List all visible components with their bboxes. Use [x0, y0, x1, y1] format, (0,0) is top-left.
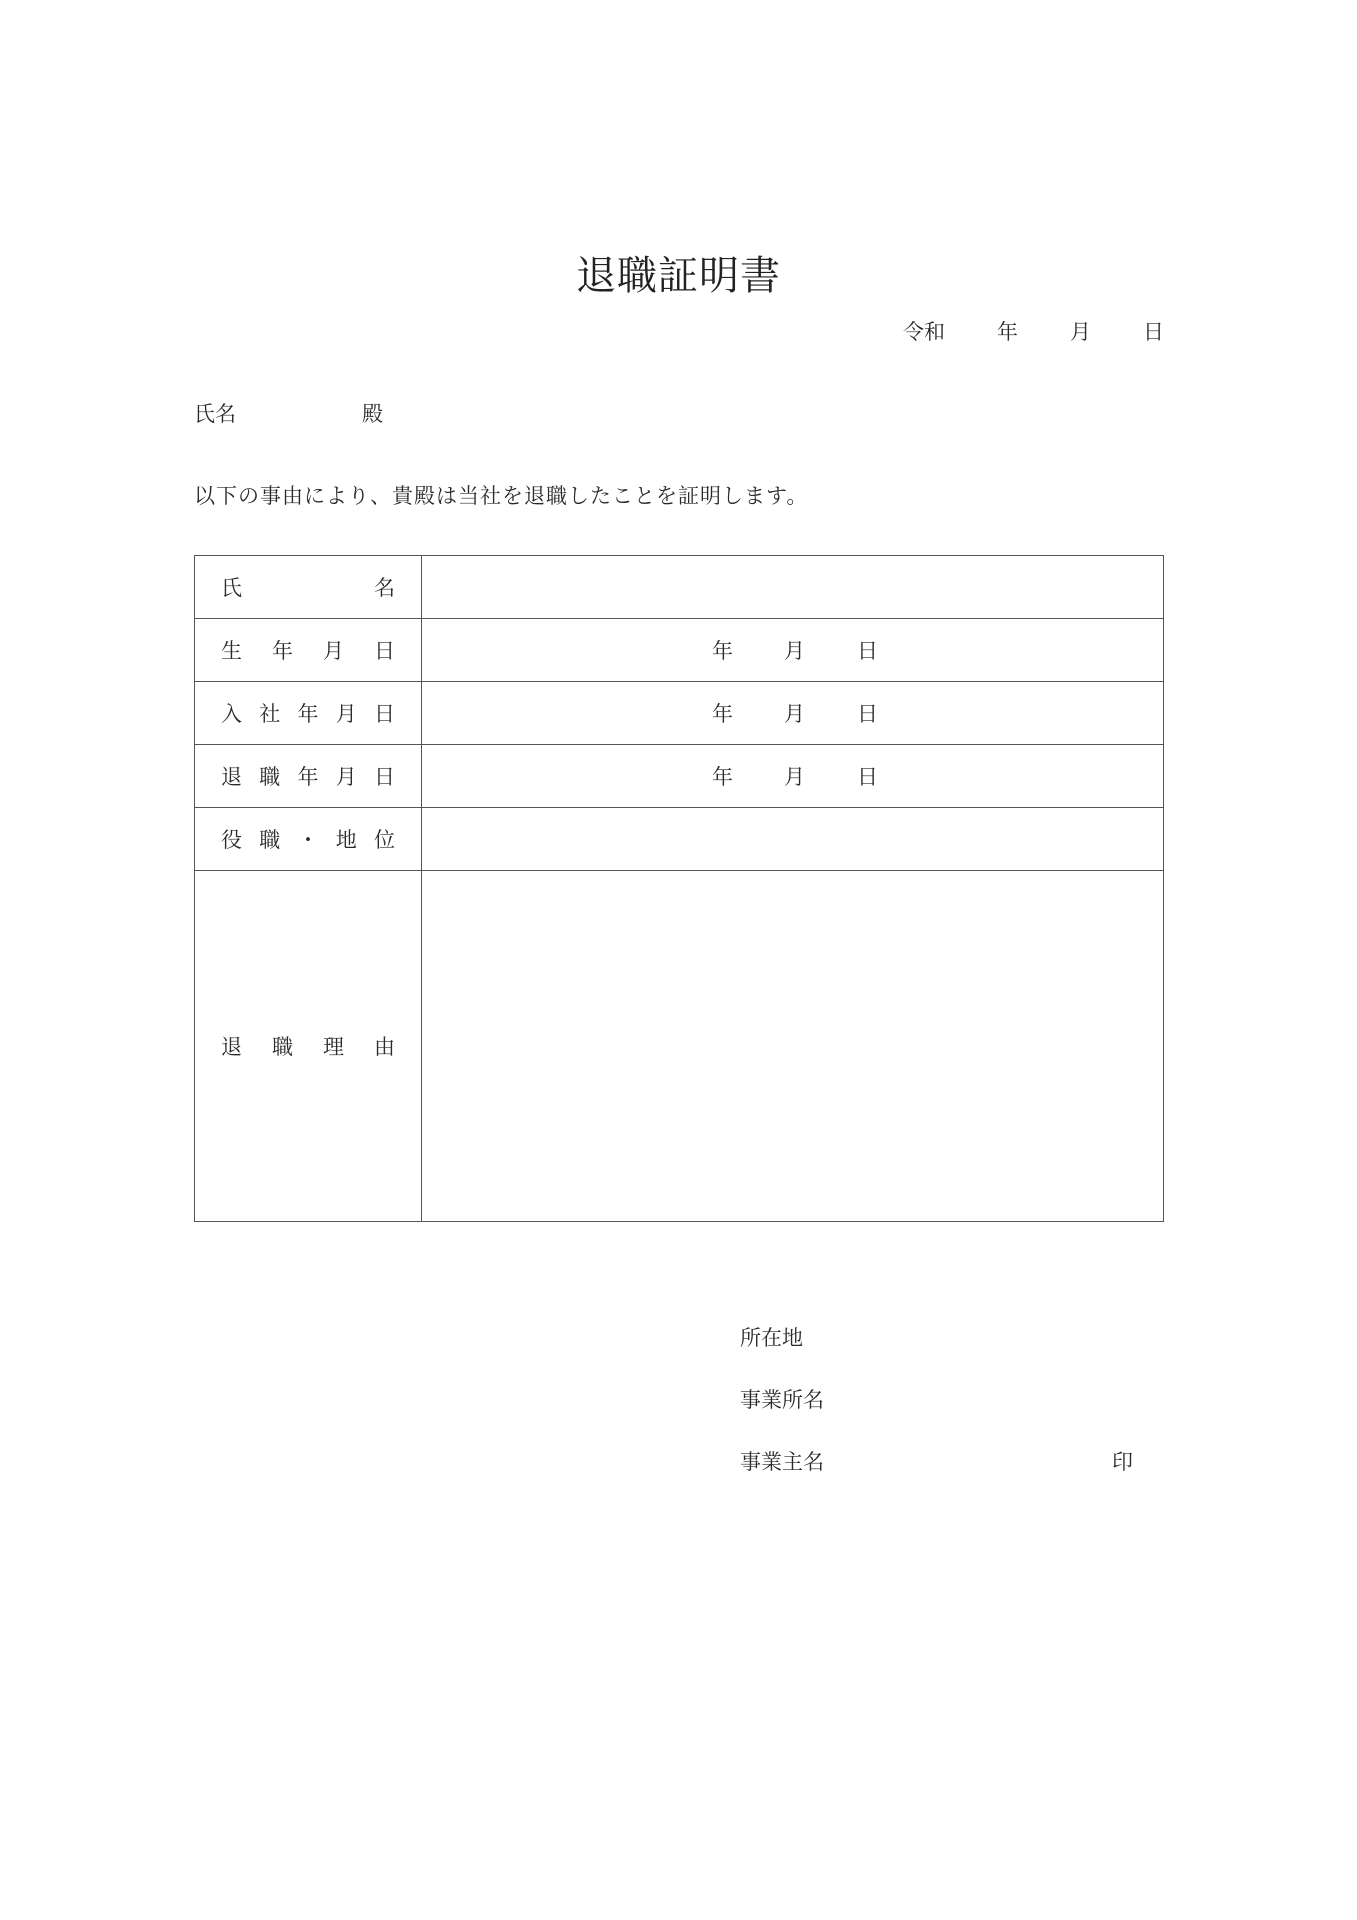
label-cell [195, 556, 422, 619]
table-row-name [195, 556, 1164, 619]
day-unit: 日 [857, 702, 878, 726]
table-row-birth-date [195, 619, 1164, 682]
label-cell [195, 871, 422, 1222]
label-char: 退 [221, 765, 242, 789]
label-char: 日 [374, 639, 395, 663]
issue-date-year-unit: 年 [997, 320, 1018, 344]
label-cell [195, 808, 422, 871]
label-char: ・ [297, 828, 319, 852]
label-char: 役 [221, 828, 242, 852]
label-char: 月 [323, 639, 344, 663]
day-unit: 日 [857, 639, 878, 663]
recipient-honorific: 殿 [362, 402, 383, 426]
day-unit: 日 [857, 765, 878, 789]
label-cell [195, 619, 422, 682]
resignation-date-value-field[interactable] [422, 745, 1164, 808]
label-char: 生 [221, 639, 242, 663]
birth-date-value-field[interactable] [422, 619, 1164, 682]
label-char: 日 [374, 765, 395, 789]
year-unit: 年 [712, 765, 733, 789]
month-unit: 月 [784, 639, 805, 663]
label-char: 年 [297, 765, 319, 789]
label-char: 地 [335, 828, 357, 852]
label-char: 職 [259, 828, 281, 852]
label-char: 入 [221, 702, 242, 726]
label-char: 名 [374, 576, 395, 600]
table-row-hire-date [195, 682, 1164, 745]
document-title: 退職証明書 [576, 253, 781, 299]
name-value-field[interactable] [422, 556, 1164, 619]
year-unit: 年 [712, 639, 733, 663]
label-cell [195, 682, 422, 745]
intro-statement: 以下の事由により、貴殿は当社を退職したことを証明します。 [194, 484, 809, 508]
label-char: 日 [374, 702, 395, 726]
table-row-position [195, 808, 1164, 871]
label-char: 年 [272, 639, 293, 663]
employer-name-label: 事業主名 [740, 1450, 824, 1474]
address-label: 所在地 [740, 1326, 803, 1350]
label-char: 退 [221, 1035, 242, 1059]
hire-date-value-field[interactable] [422, 682, 1164, 745]
label-char: 職 [272, 1035, 293, 1059]
office-name-label: 事業所名 [740, 1388, 824, 1412]
label-char: 年 [297, 702, 319, 726]
position-value-field[interactable] [422, 808, 1164, 871]
label-char: 月 [335, 702, 357, 726]
reason-value-field[interactable] [422, 871, 1164, 1222]
month-unit: 月 [784, 765, 805, 789]
label-char: 由 [374, 1035, 395, 1059]
label-char: 氏 [221, 576, 242, 600]
label-cell [195, 745, 422, 808]
table-row-reason [195, 871, 1164, 1222]
label-char: 理 [323, 1035, 344, 1059]
year-unit: 年 [712, 702, 733, 726]
label-char: 位 [374, 828, 395, 852]
seal-mark: 印 [1112, 1450, 1133, 1474]
label-char: 月 [335, 765, 357, 789]
label-char: 社 [259, 702, 281, 726]
issue-date-month-unit: 月 [1070, 320, 1091, 344]
issue-date-era: 令和 [903, 320, 945, 344]
table-row-resignation-date [195, 745, 1164, 808]
certificate-table [194, 555, 1164, 1222]
issue-date-day-unit: 日 [1143, 320, 1164, 344]
recipient-name-label: 氏名 [194, 402, 236, 426]
label-char: 職 [259, 765, 281, 789]
month-unit: 月 [784, 702, 805, 726]
